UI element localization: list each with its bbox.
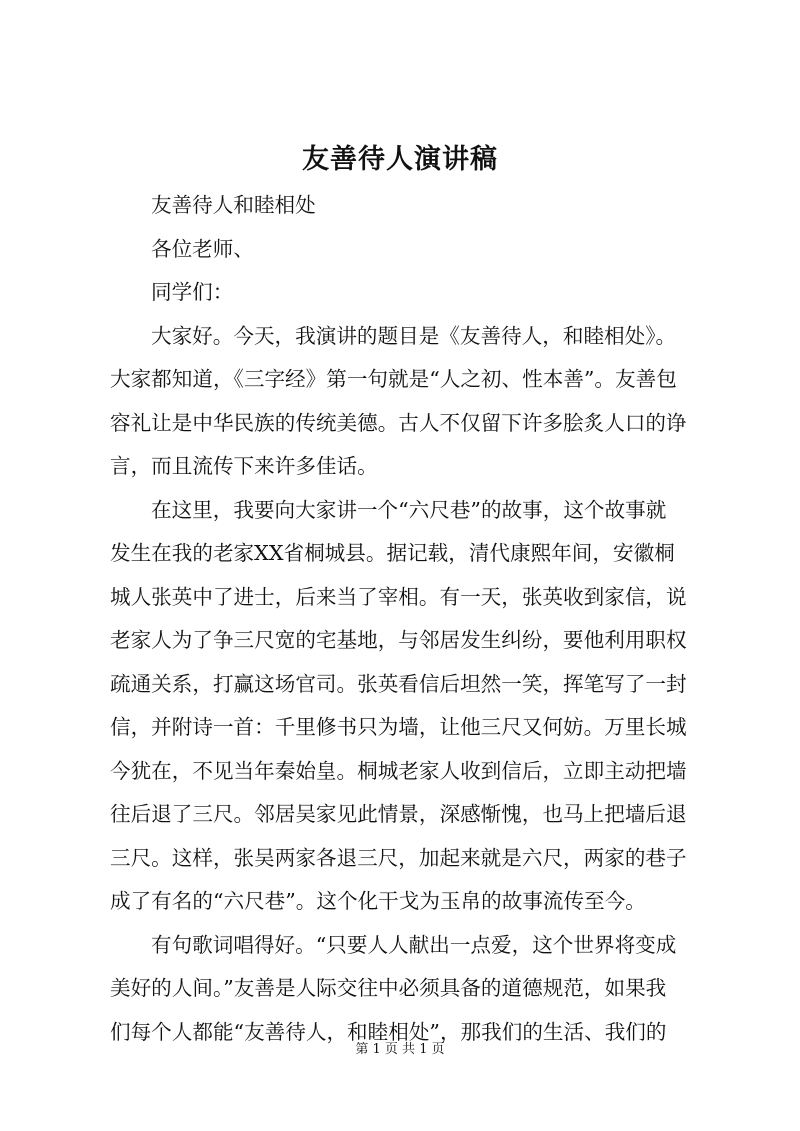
text-line: 美好的人间。”友善是人际交往中必须具备的道德规范，如果我 — [110, 976, 667, 1000]
text-line: 成了有名的“六尺巷”。这个化干戈为玉帛的故事流传至今。 — [110, 889, 646, 913]
text-line: 们每个人都能“友善待人，和睦相处”，那我们的生活、我们的 — [110, 1019, 667, 1044]
text-line: 容礼让是中华民族的传统美德。古人不仅留下许多脍炙人口的诤 — [110, 410, 687, 435]
text-line: 大家都知道，《三字经》第一句就是“人之初、性本善”。友善包 — [110, 367, 677, 391]
text-line: 信，并附诗一首：千里修书只为墙，让他三尺又何妨。万里长城 — [110, 715, 687, 739]
text-line: 言，而且流传下来许多佳话。 — [110, 454, 378, 478]
text-line: 疏通关系，打赢这场官司。张英看信后坦然一笑，挥笔写了一封 — [110, 671, 687, 696]
text-line: 同学们： — [151, 280, 234, 304]
document-title: 友善待人演讲稿 — [302, 144, 498, 175]
text-line: 发生在我的老家XX省桐城县。据记载，清代康熙年间，安徽桐 — [110, 541, 675, 565]
text-line: 友善待人和睦相处 — [151, 193, 316, 217]
text-line: 有句歌词唱得好。“只要人人献出一点爱，这个世界将变成 — [151, 932, 677, 957]
text-line: 往后退了三尺。邻居吴家见此情景，深感惭愧，也马上把墙后退 — [110, 802, 687, 826]
text-line: 三尺。这样，张吴两家各退三尺，加起来就是六尺，两家的巷子 — [110, 845, 687, 870]
document-body — [110, 184, 694, 1054]
text-line: 各位老师、 — [151, 236, 254, 261]
text-line: 今犹在，不见当年秦始皇。桐城老家人收到信后，立即主动把墙 — [110, 758, 687, 783]
text-line: 城人张英中了进士，后来当了宰相。有一天，张英收到家信，说 — [110, 584, 687, 609]
text-line: 大家好。今天，我演讲的题目是《友善待人，和睦相处》。 — [151, 323, 677, 348]
text-line: 老家人为了争三尺宽的宅基地，与邻居发生纠纷，要他利用职权 — [110, 628, 687, 652]
text-line: 在这里，我要向大家讲一个“六尺巷”的故事，这个故事就 — [151, 497, 667, 522]
page-footer: 第 1 页 共 1 页 — [355, 1042, 445, 1057]
